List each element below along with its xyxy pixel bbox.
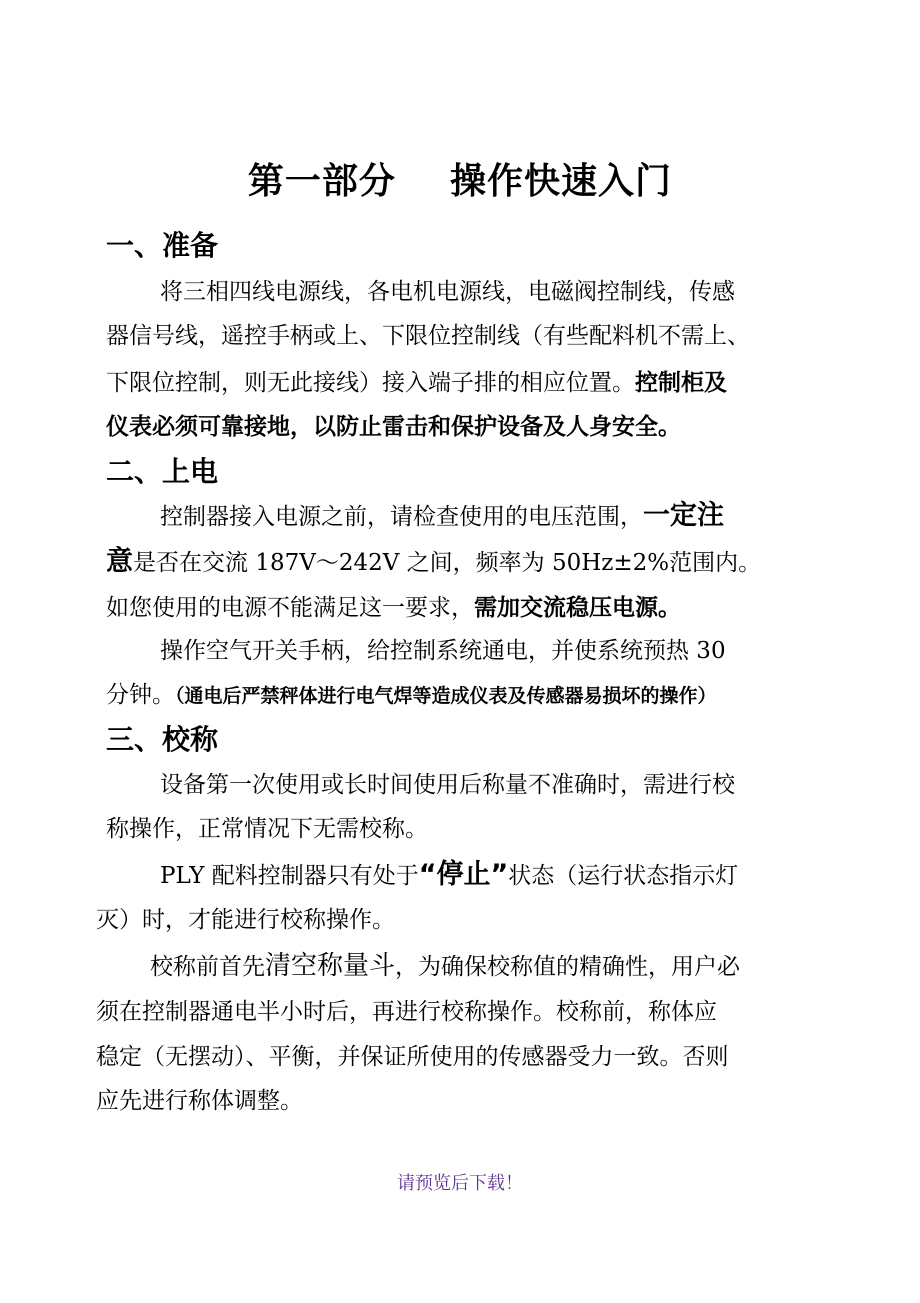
download-notice: 请预览后下载！ <box>397 1173 523 1194</box>
paragraph-line <box>160 853 738 898</box>
paragraph-line <box>106 673 717 718</box>
emphasis-text-run: “停止” <box>418 859 509 890</box>
paragraph-line: 操作空气开关手柄，给控制系统通电，并使系统预热 30 <box>160 638 726 664</box>
text-run: ，为确保校称值的精确性，用户必 <box>395 954 741 980</box>
section-heading-calibration: 三、校称 <box>106 723 219 756</box>
paragraph-line: 稳定（无摆动）、平衡，并保证所使用的传感器受力一致。否则 <box>96 1044 729 1070</box>
page-title: 第一部分 操作快速入门 <box>247 161 673 202</box>
paragraph-line <box>106 361 727 405</box>
text-run: 控制器接入电源之前，请检查使用的电压范围， <box>160 504 643 530</box>
section-heading-power-on: 二、上电 <box>106 455 219 488</box>
text-run: 校称前首先 <box>150 954 265 980</box>
text-run: 是否在交流 187V～242V 之间，频率为 50Hz±2%范围内。 <box>133 550 762 576</box>
bold-text-run: 控制柜及 <box>635 370 727 396</box>
text-run: 分钟。 <box>106 682 175 708</box>
paragraph-line: 设备第一次使用或长时间使用后称量不准确时，需进行校 <box>160 772 735 798</box>
emphasis-text-run: 意 <box>106 546 133 577</box>
paragraph-line: 称操作，正常情况下无需校称。 <box>106 816 428 842</box>
text-run: PLY 配料控制器只有处于 <box>160 863 419 889</box>
text-run: 如您使用的电源不能满足这一要求， <box>106 595 474 621</box>
text-run: 下限位控制，则无此接线）接入端子排的相应位置。 <box>106 370 635 396</box>
section-heading-prepare: 一、准备 <box>106 229 219 262</box>
bold-paragraph-line: 仪表必须可靠接地，以防止雷击和保护设备及人身安全。 <box>106 414 681 440</box>
emphasis-text-run: 清空称量斗 <box>265 951 396 981</box>
emphasis-text-run: 一定注 <box>643 500 724 531</box>
paragraph-line <box>106 586 681 630</box>
paragraph-line: 应先进行称体调整。 <box>96 1088 303 1114</box>
paragraph-line: 灭）时，才能进行校称操作。 <box>96 907 395 933</box>
paragraph-line: 将三相四线电源线，各电机电源线，电磁阀控制线，传感 <box>160 279 735 305</box>
paragraph-line: 器信号线，遥控手柄或上、下限位控制线（有些配料机不需上、 <box>106 323 750 349</box>
text-run: 状态（运行状态指示灯 <box>508 863 739 889</box>
warning-text-run: （通电后严禁秤体进行电气焊等造成仪表及传感器易损坏的操作） <box>175 685 717 707</box>
paragraph-line <box>160 494 724 539</box>
paragraph-line: 须在控制器通电半小时后，再进行校称操作。校称前，称体应 <box>96 999 717 1025</box>
paragraph-line <box>106 540 761 585</box>
bold-text-run: 需加交流稳压电源。 <box>474 595 681 621</box>
paragraph-line <box>150 944 740 989</box>
